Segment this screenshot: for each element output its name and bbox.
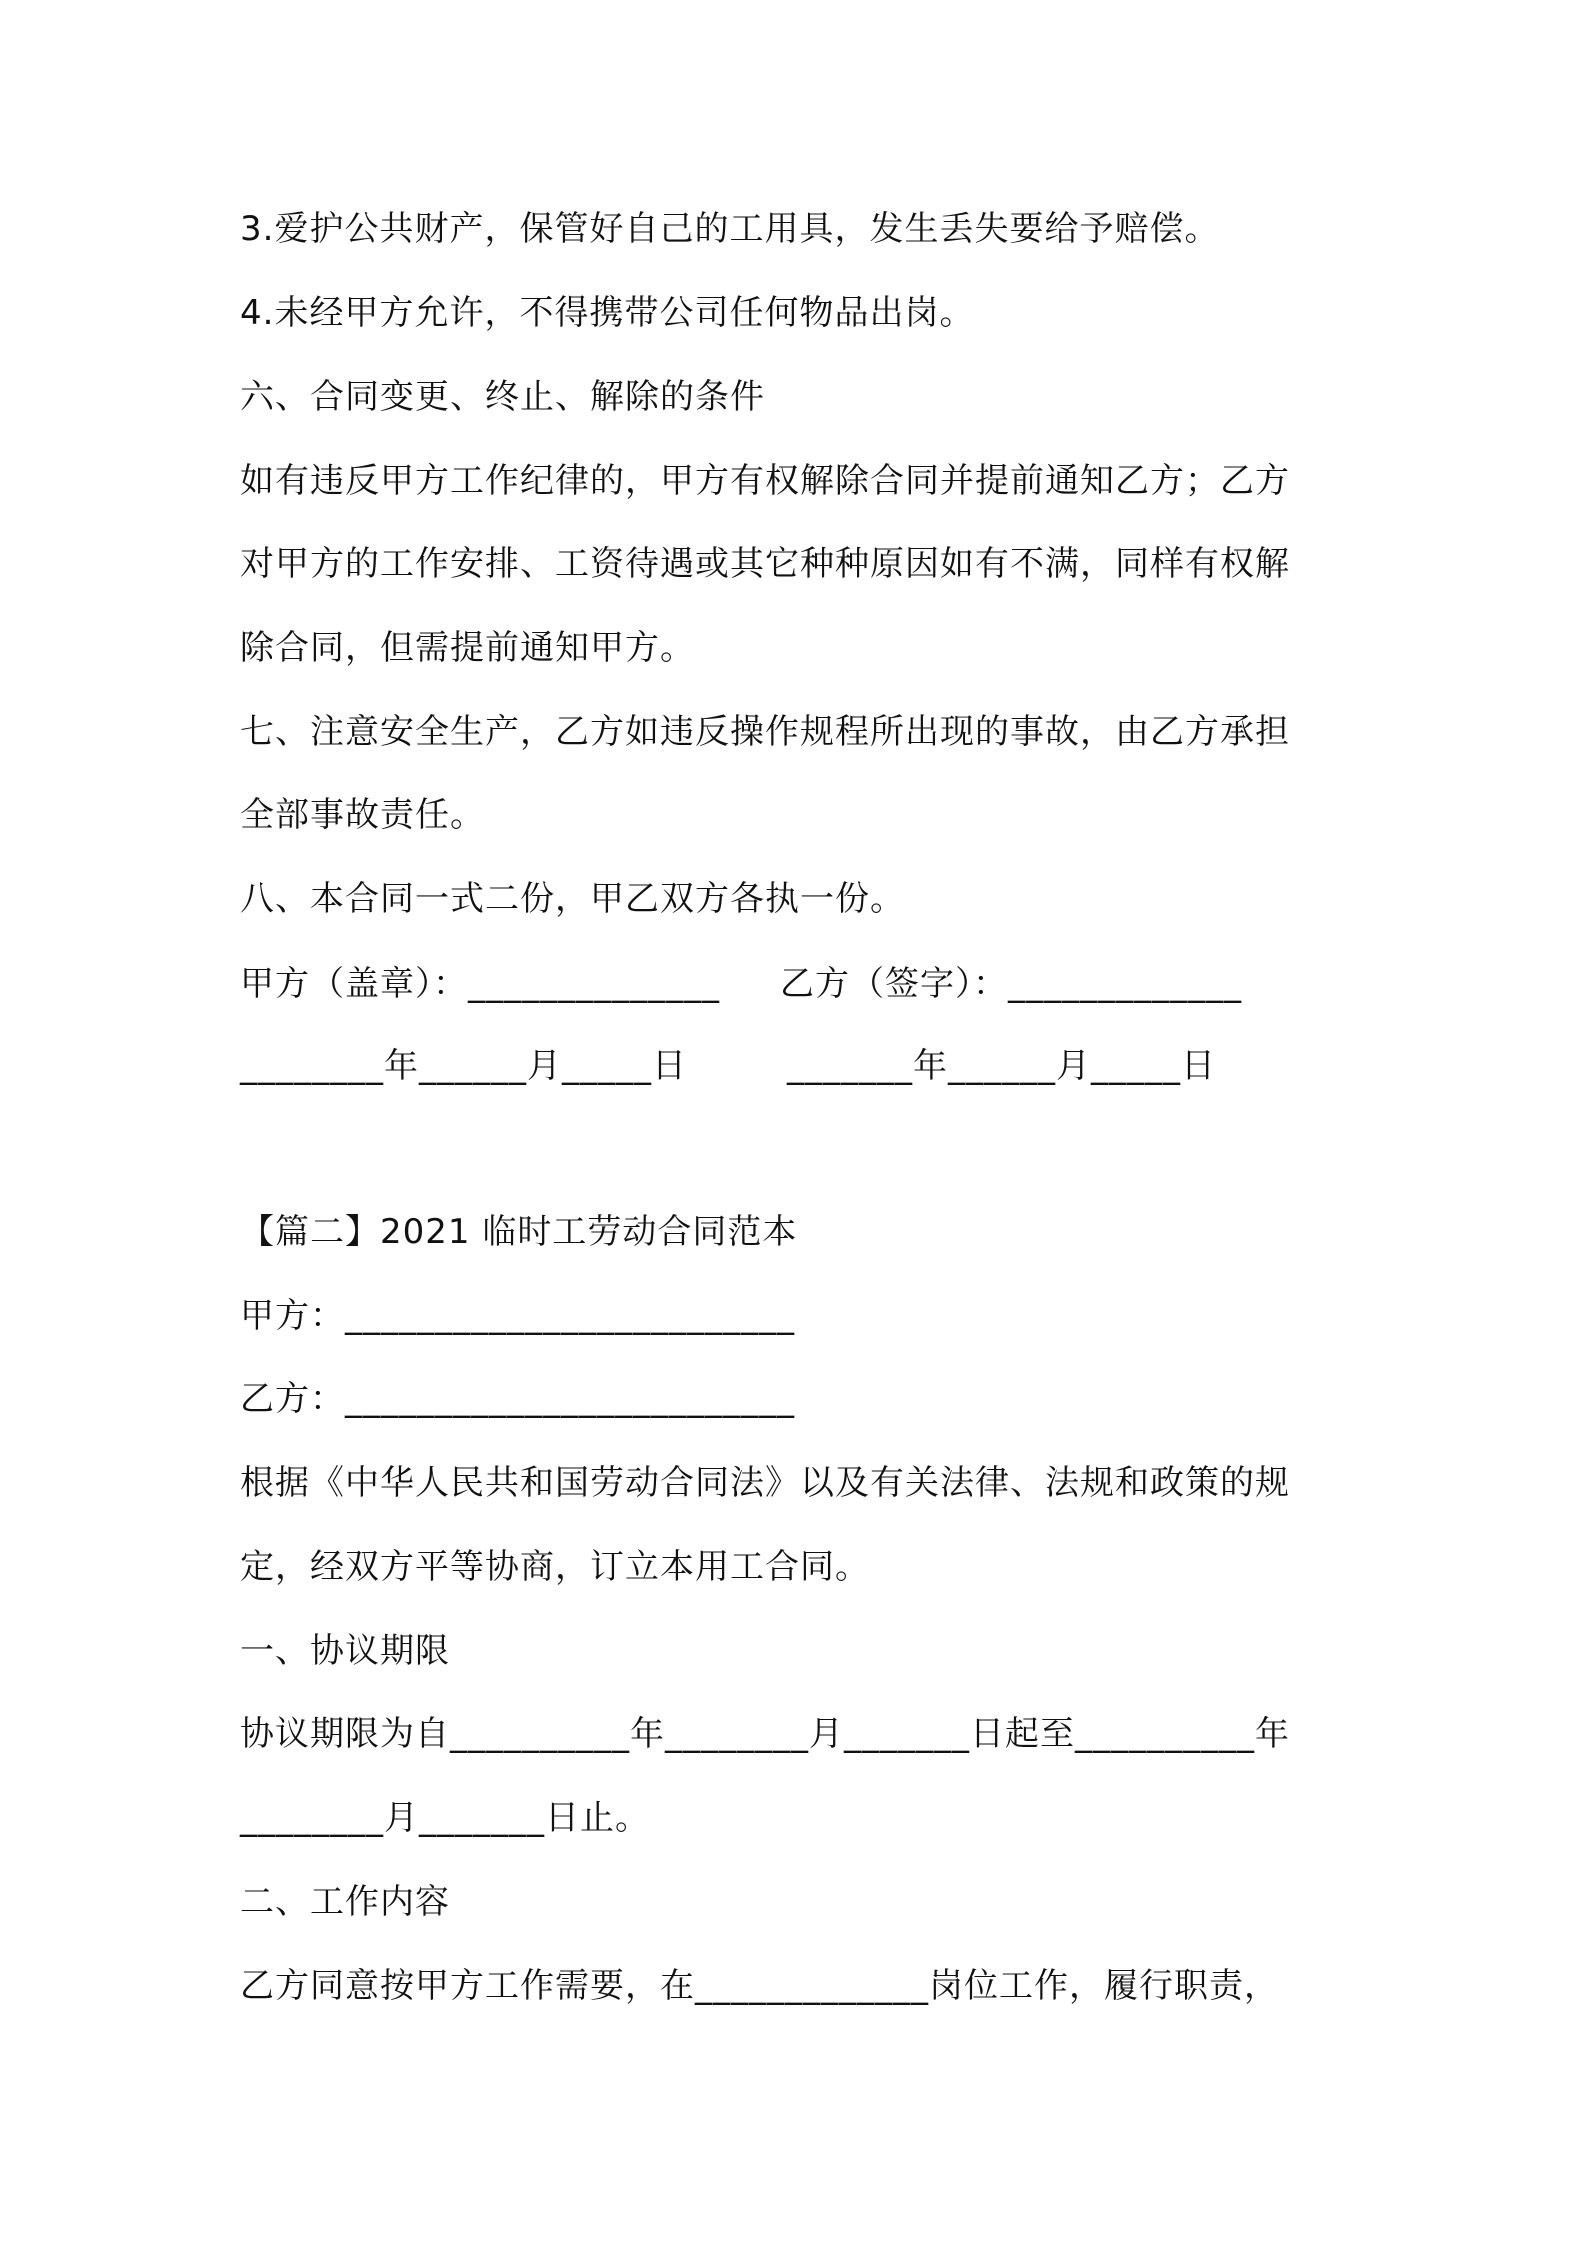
party-b-signature-line: 乙方（签字）：_____________: [780, 964, 1242, 1004]
work-text-line-1: 乙方同意按甲方工作需要，在_____________岗位工作，履行职责，: [240, 1966, 1279, 2006]
section-7-text-line-1: 七、注意安全生产，乙方如违反操作规程所出现的事故，由乙方承担: [240, 712, 1290, 752]
work-heading: 二、工作内容: [240, 1882, 450, 1922]
party-a-name-line: 甲方：_________________________: [240, 1296, 795, 1336]
section-6-text-line-1: 如有违反甲方工作纪律的，甲方有权解除合同并提前通知乙方；乙方: [240, 461, 1290, 501]
section-6-heading: 六、合同变更、终止、解除的条件: [240, 377, 765, 417]
section-8-text: 八、本合同一式二份，甲乙双方各执一份。: [240, 879, 905, 919]
term-text-line-2: ________月_______日止。: [240, 1798, 650, 1838]
party-a-date-line: ________年______月_____日: [240, 1046, 687, 1086]
clause-3-text: 3.爱护公共财产，保管好自己的工用具，发生丢失要给予赔偿。: [240, 209, 1220, 249]
section-7-text-line-2: 全部事故责任。: [240, 795, 485, 835]
clause-4-text: 4.未经甲方允许，不得携带公司任何物品出岗。: [240, 293, 975, 333]
term-text-line-1: 协议期限为自__________年________月_______日起至__________年: [240, 1714, 1290, 1754]
section-6-text-line-3: 除合同，但需提前通知甲方。: [240, 628, 695, 668]
party-b-name-line: 乙方：_________________________: [240, 1379, 795, 1419]
term-heading: 一、协议期限: [240, 1631, 450, 1671]
party-a-seal-line: 甲方（盖章）：______________: [240, 964, 720, 1004]
section-2-heading: 【篇二】2021 临时工劳动合同范本: [240, 1212, 798, 1252]
intro-text-line-1: 根据《中华人民共和国劳动合同法》以及有关法律、法规和政策的规: [240, 1463, 1290, 1503]
intro-text-line-2: 定，经双方平等协商，订立本用工合同。: [240, 1547, 870, 1587]
party-b-date-line: _______年______月_____日: [787, 1046, 1216, 1086]
section-6-text-line-2: 对甲方的工作安排、工资待遇或其它种种原因如有不满，同样有权解: [240, 544, 1290, 584]
